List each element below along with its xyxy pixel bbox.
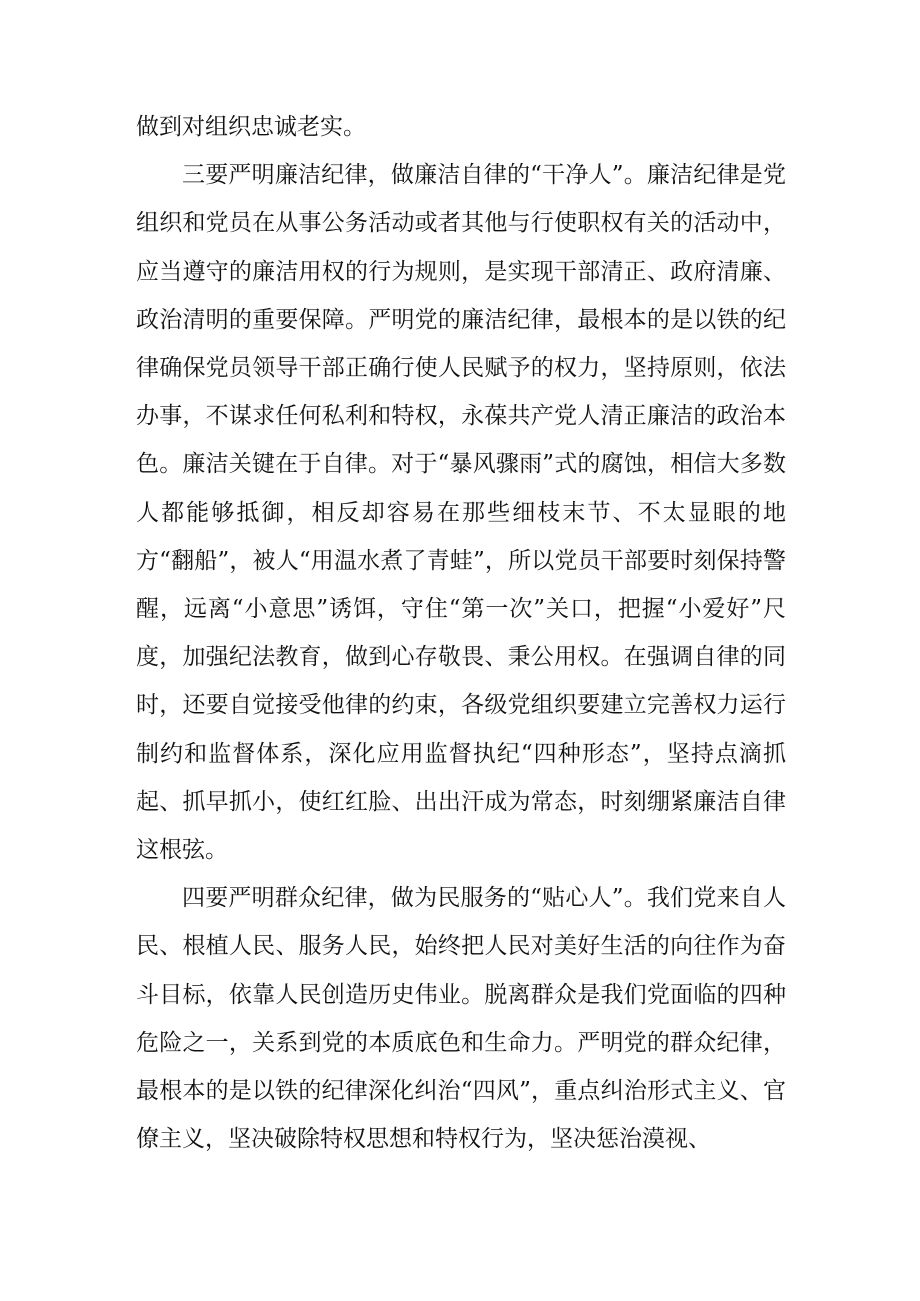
paragraph-integrity-discipline: 三要严明廉洁纪律，做廉洁自律的“干净人”。廉洁纪律是党组织和党员在从事公务活动或者其他与行使职权有关的活动中，应当遵守的廉洁用权的行为规则，是实现干部清正、政府清廉、政治清明的重要保障。严明党的廉洁纪律，最根本的是以铁的纪律确保党员领导干部正确行使人民赋予的权力，坚持原则，依法办事，不谋求任何私利和特权，永葆共产党人清正廉洁的政治本色。廉洁关键在于自律。对于“暴风骤雨”式的腐蚀，相信大多数人都能够抵御，相反却容易在那些细枝末节、不太显眼的地方“翻船”，被人“用温水煮了青蛙”，所以党员干部要时刻保持警醒，远离“小意思”诱饵，守住“第一次”关口，把握“小爱好”尺度，加强纪法教育，做到心存敬畏、秉公用权。在强调自律的同时，还要自觉接受他律的约束，各级党组织要建立完善权力运行制约和监督体系，深化应用监督执纪“四种形态”，坚持点滴抓起、抓早抓小，使红红脸、出出汗成为常态，时刻绷紧廉洁自律这根弦。 [136, 162, 786, 864]
paragraph-continuation: 做到对组织忠诚老实。 [136, 114, 366, 140]
paragraph-mass-discipline: 四要严明群众纪律，做为民服务的“贴心人”。我们党来自人民、根植人民、服务人民，始终把人民对美好生活的向往作为奋斗目标，依靠人民创造历史伟业。脱离群众是我们党面临的四种危险之一，关系到党的本质底色和生命力。严明党的群众纪律，最根本的是以铁的纪律深化纠治“四风”，重点纠治形式主义、官僚主义，坚决破除特权思想和特权行为，坚决惩治漠视、 [136, 885, 786, 1153]
document-body [136, 103, 786, 1163]
